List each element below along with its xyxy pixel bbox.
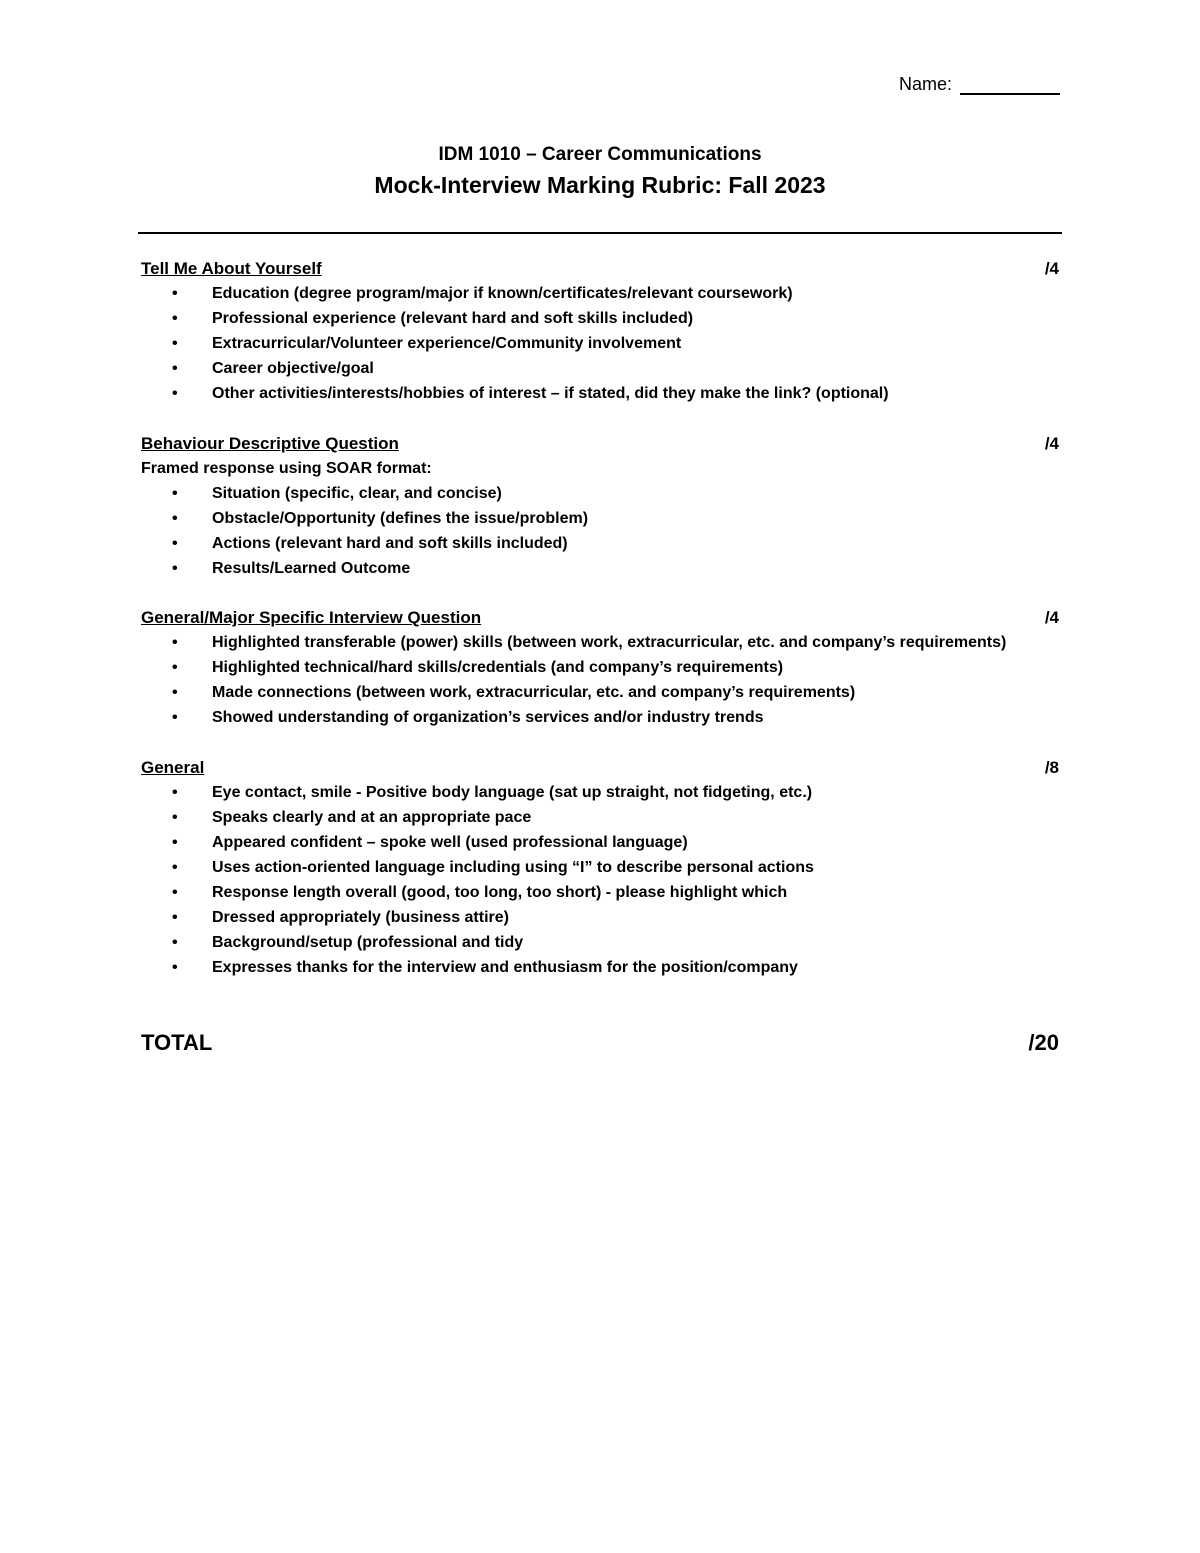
criteria-item: • Highlighted technical/hard skills/credentials (and company’s requirements) <box>141 655 1059 680</box>
name-label: Name: <box>898 74 952 94</box>
section-general-major-specific-question <box>141 605 1059 730</box>
bullet-icon: • <box>172 959 178 976</box>
rubric-title: Mock-Interview Marking Rubric: Fall 2023 <box>374 172 826 198</box>
criteria-item: • Education (degree program/major if known/certificates/relevant coursework) <box>141 281 1059 306</box>
criteria-list <box>141 780 1059 980</box>
bullet-icon: • <box>172 310 178 327</box>
bullet-icon: • <box>172 909 178 926</box>
section-tell-me-about-yourself <box>141 256 1059 406</box>
bullet-icon: • <box>172 510 178 527</box>
criteria-item: • Professional experience (relevant hard and soft skills included) <box>141 306 1059 331</box>
criteria-item: • Situation (specific, clear, and concise) <box>141 481 1059 506</box>
bullet-icon: • <box>172 659 178 676</box>
criteria-item: • Actions (relevant hard and soft skills included) <box>141 531 1059 556</box>
section-score: /4 <box>1044 259 1059 278</box>
bullet-icon: • <box>172 934 178 951</box>
section-title: General <box>141 758 205 777</box>
bullet-icon: • <box>172 385 178 402</box>
criteria-list <box>141 281 1059 406</box>
criteria-item: • Uses action-oriented language including using “I” to describe personal actions <box>141 855 1059 880</box>
bullet-icon: • <box>172 335 178 352</box>
criteria-item: • Highlighted transferable (power) skills (between work, extracurricular, etc. and company’s requirements) <box>141 630 1059 655</box>
name-field <box>899 74 1060 95</box>
total-score: /20 <box>1028 1030 1059 1055</box>
criteria-item: • Dressed appropriately (business attire) <box>141 905 1059 930</box>
section-score: /8 <box>1044 758 1059 777</box>
criteria-list <box>141 630 1059 730</box>
course-title: IDM 1010 – Career Communications <box>438 144 762 165</box>
bullet-icon: • <box>172 560 178 577</box>
criteria-item: • Speaks clearly and at an appropriate pace <box>141 805 1059 830</box>
header-divider <box>138 232 1062 234</box>
criteria-item: • Eye contact, smile - Positive body language (sat up straight, not fidgeting, etc.) <box>141 780 1059 805</box>
criteria-item: • Made connections (between work, extracurricular, etc. and company’s requirements) <box>141 680 1059 705</box>
bullet-icon: • <box>172 684 178 701</box>
bullet-icon: • <box>172 709 178 726</box>
section-title: General/Major Specific Interview Question <box>141 608 482 627</box>
criteria-item: • Career objective/goal <box>141 356 1059 381</box>
section-behaviour-descriptive-question <box>141 431 1059 581</box>
bullet-icon: • <box>172 360 178 377</box>
criteria-item: • Obstacle/Opportunity (defines the issue/problem) <box>141 506 1059 531</box>
total-label: TOTAL <box>141 1030 213 1055</box>
bullet-icon: • <box>172 485 178 502</box>
criteria-item: • Response length overall (good, too long, too short) - please highlight which <box>141 880 1059 905</box>
total-row <box>141 1030 1059 1056</box>
bullet-icon: • <box>172 285 178 302</box>
criteria-item: • Expresses thanks for the interview and enthusiasm for the position/company <box>141 955 1059 980</box>
section-title: Behaviour Descriptive Question <box>141 434 399 453</box>
bullet-icon: • <box>172 884 178 901</box>
section-title: Tell Me About Yourself <box>141 259 322 278</box>
bullet-icon: • <box>172 535 178 552</box>
bullet-icon: • <box>172 809 178 826</box>
criteria-item: • Extracurricular/Volunteer experience/Community involvement <box>141 331 1059 356</box>
section-general <box>141 755 1059 980</box>
bullet-icon: • <box>172 784 178 801</box>
bullet-icon: • <box>172 634 178 651</box>
bullet-icon: • <box>172 859 178 876</box>
section-score: /4 <box>1044 608 1059 627</box>
criteria-item: • Results/Learned Outcome <box>141 556 1059 581</box>
criteria-item: • Other activities/interests/hobbies of interest – if stated, did they make the link? (optional) <box>141 381 1059 406</box>
criteria-item: • Showed understanding of organization’s services and/or industry trends <box>141 705 1059 730</box>
criteria-item: • Background/setup (professional and tidy <box>141 930 1059 955</box>
section-intro: Framed response using SOAR format: <box>141 460 432 477</box>
section-score: /4 <box>1044 434 1059 453</box>
name-blank-line <box>960 75 1060 95</box>
criteria-item: • Appeared confident – spoke well (used professional language) <box>141 830 1059 855</box>
criteria-list <box>141 481 1059 581</box>
bullet-icon: • <box>172 834 178 851</box>
